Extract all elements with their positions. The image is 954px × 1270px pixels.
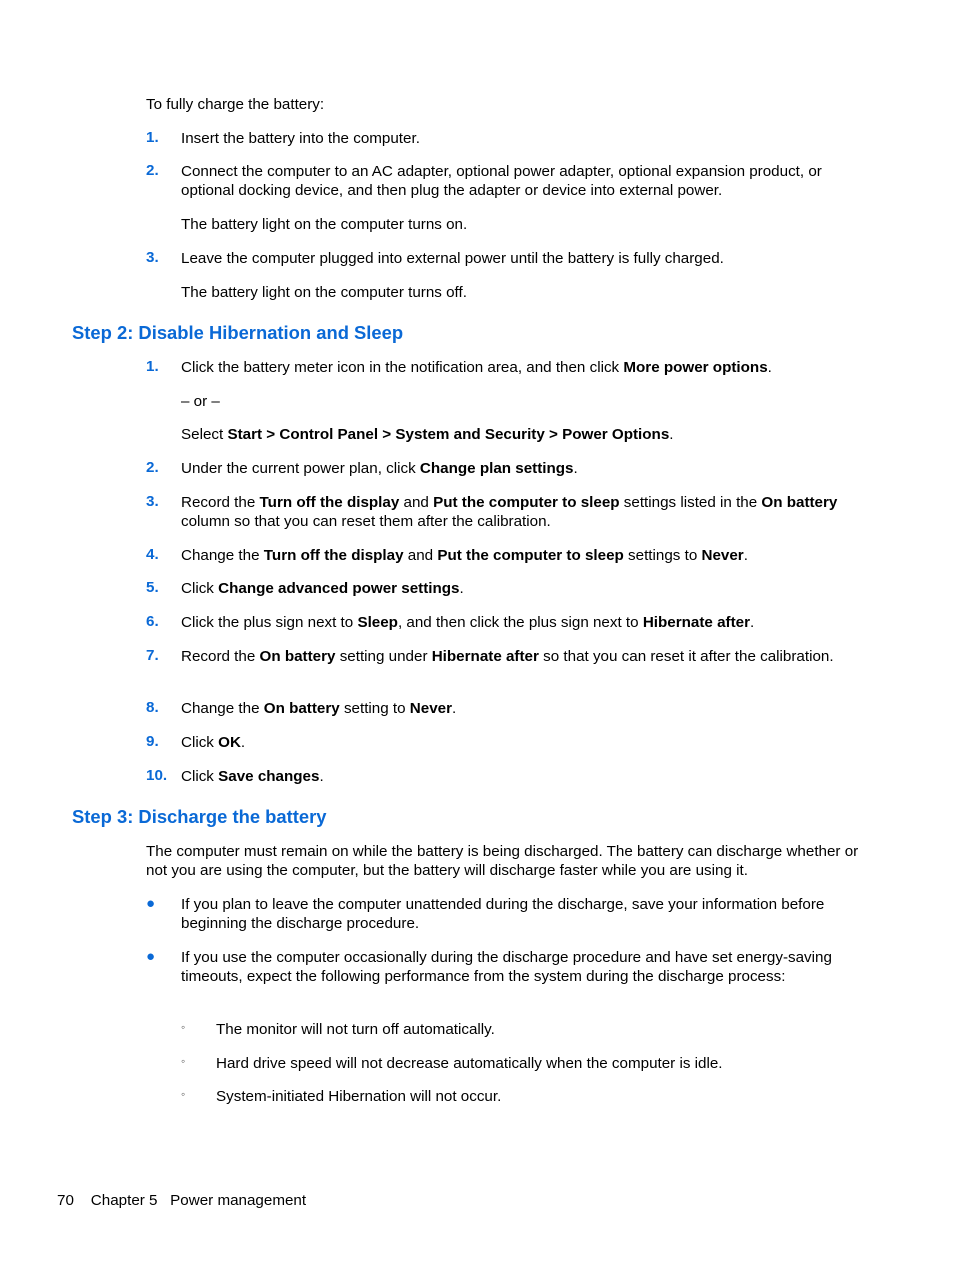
step-number: 7. [146,647,159,664]
step-text: Record the Turn off the display and Put the computer to sleep settings listed in the On battery column so that you can reset them after the calibration. [181,494,838,531]
step-number: 3. [146,493,159,510]
sub-bullet-icon: ◦ [181,1020,186,1034]
step-number: 2. [146,459,159,476]
step-number: 4. [146,546,159,563]
step-alt-text: Select Start > Control Panel > System and Security > Power Options. [181,426,674,443]
step-text: Change the On battery setting to Never. [181,700,457,717]
step-number: 1. [146,358,159,375]
sub-bullet-icon: ◦ [181,1087,186,1101]
step-number: 10. [146,767,168,784]
step-number: 6. [146,613,159,630]
chapter-label: Chapter 5 [90,1192,158,1209]
page-number: 70 [57,1192,74,1209]
page-footer [57,1192,306,1209]
chapter-title: Power management [170,1192,307,1209]
step-text: Click the plus sign next to Sleep, and then click the plus sign next to Hibernate after. [181,614,755,631]
section-heading: Step 3: Discharge the battery [72,806,327,827]
bullet-icon: ● [146,948,156,965]
section-intro: The computer must remain on while the battery is being discharged. The battery can discharge whether or not you are using the computer, but the battery will discharge faster while you are using it. [146,843,859,880]
bullet-icon: ● [146,895,156,912]
sub-bullet-icon: ◦ [181,1054,186,1068]
step-number: 9. [146,733,159,750]
step-text: Change the Turn off the display and Put the computer to sleep settings to Never. [181,547,748,564]
sub-bullet-text: The monitor will not turn off automatically. [216,1021,495,1038]
section-heading: Step 2: Disable Hibernation and Sleep [72,322,404,343]
step-text: Click Save changes. [181,768,324,785]
step-number: 2. [146,162,159,179]
step-text: Click OK. [181,734,246,751]
bullet-text: If you plan to leave the computer unattended during the discharge, save your information before beginning the discharge procedure. [181,896,825,933]
bullet-text: If you use the computer occasionally during the discharge procedure and have set energy-saving timeouts, expect the following performance from the system during the discharge process: [181,949,832,986]
step-note: The battery light on the computer turns off. [181,284,467,301]
step-number: 5. [146,579,159,596]
step-number: 8. [146,699,159,716]
step-text: Insert the battery into the computer. [181,130,420,147]
or-separator: – or – [181,393,220,410]
sub-bullet-text: System-initiated Hibernation will not occur. [216,1088,502,1105]
step-text: Click the battery meter icon in the notification area, and then click More power options. [181,359,772,376]
step-note: The battery light on the computer turns on. [181,216,468,233]
step-text: Connect the computer to an AC adapter, optional power adapter, optional expansion product, or optional docking device, and then plug the adapter or device into external power. [181,163,822,200]
step-text: Leave the computer plugged into external power until the battery is fully charged. [181,250,724,267]
step-text: Record the On battery setting under Hibernate after so that you can reset it after the calibration. [181,648,834,665]
step-number: 3. [146,249,159,266]
step-number: 1. [146,129,159,146]
step-text: Under the current power plan, click Change plan settings. [181,460,578,477]
step-text: Click Change advanced power settings. [181,580,464,597]
sub-bullet-text: Hard drive speed will not decrease automatically when the computer is idle. [216,1055,723,1072]
intro-text: To fully charge the battery: [146,96,325,113]
